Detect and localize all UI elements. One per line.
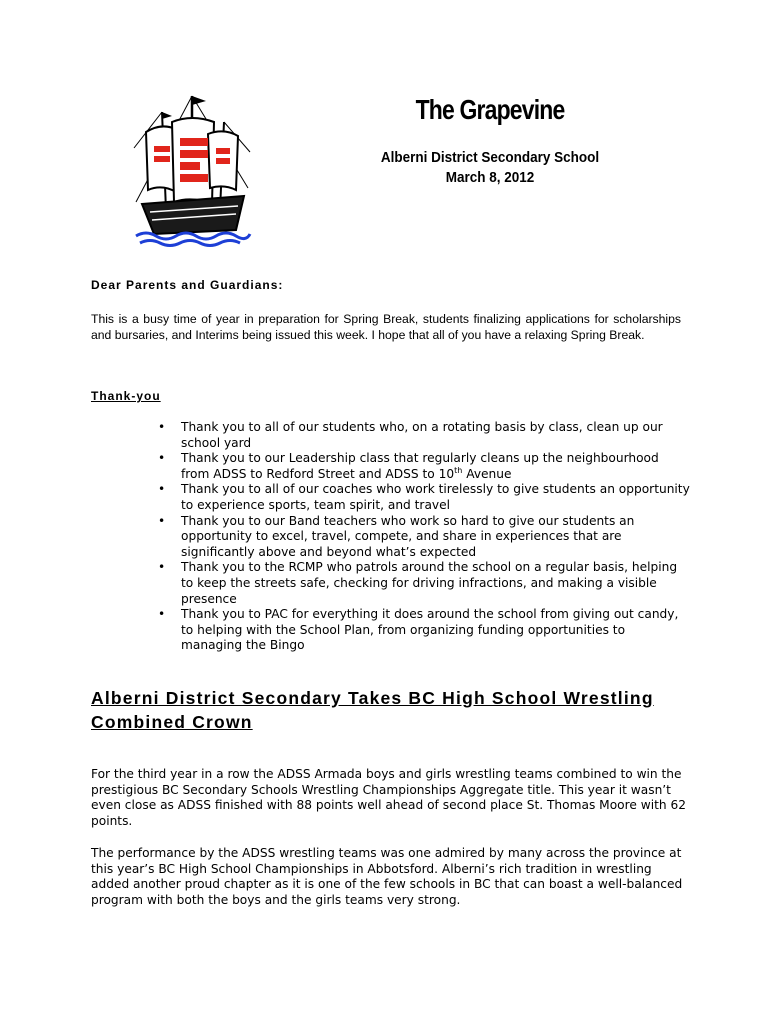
list-item: • Thank you to all of our coaches who work tirelessly to give students an opportunity to experience sports, team spirit, and travel [158, 482, 690, 512]
article-heading: Alberni District Secondary Takes BC High School Wrestling Combined Crown [91, 688, 654, 732]
bullet-icon: • [158, 451, 166, 466]
list-item: • Thank you to PAC for everything it does around the school from giving out candy, to helping with the School Plan, from organizing funding opportunities to managing the Bingo [158, 607, 679, 653]
bullet-icon: • [158, 482, 166, 497]
galleon-ship-icon [132, 92, 252, 248]
school-name: Alberni District Secondary School [380, 149, 600, 166]
newsletter-title: The Grapevine [415, 94, 565, 125]
thank-you-list [150, 420, 690, 654]
bullet-icon: • [158, 607, 166, 622]
salutation: Dear Parents and Guardians: [91, 278, 284, 292]
bullet-icon: • [158, 420, 166, 434]
masthead [330, 92, 650, 188]
thank-you-heading: Thank-you [91, 389, 161, 403]
issue-date: March 8, 2012 [445, 169, 535, 186]
list-item: • Thank you to our Leadership class that regularly cleans up the neighbourhood from ADSS to Redford Street and ADSS to 10th Avenue [158, 451, 659, 481]
list-item: • Thank you to our Band teachers who work so hard to give our students an opportunity to excel, travel, compete, and share in experiences that are significantly above and beyond what’s expected [158, 513, 635, 559]
article-paragraph: The performance by the ADSS wrestling teams was one admired by many across the province at this year’s BC High School Championships in Abbotsford. Alberni’s rich tradition in wrestling added another proud chapter as it is one of the few schools in BC that can boast a well-balanced program with both the boys and the girls teams very strong. [91, 846, 683, 907]
bullet-icon: • [158, 560, 166, 575]
list-item: • Thank you to the RCMP who patrols around the school on a regular basis, helping to keep the streets safe, checking for driving infractions, and making a visible presence [158, 560, 678, 606]
bullet-icon: • [158, 513, 166, 528]
list-item: • Thank you to all of our students who, on a rotating basis by class, clean up our school yard [158, 420, 663, 450]
article-paragraph: For the third year in a row the ADSS Armada boys and girls wrestling teams combined to win the prestigious BC Secondary Schools Wrestling Championships Aggregate title. This year it wasn’t even close as ADSS finished with 88 points well ahead of second place St. Thomas Moore with 62 points. [91, 767, 686, 828]
intro-paragraph: This is a busy time of year in preparation for Spring Break, students finalizing applications for scholarships and bursaries, and Interims being issued this week. I hope that all of you have a relaxing Spring Break. [91, 312, 681, 342]
